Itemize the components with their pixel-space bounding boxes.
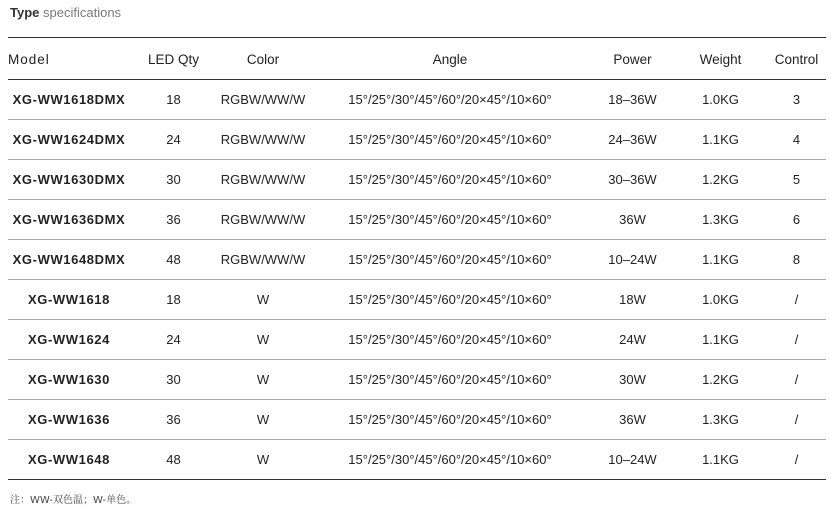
col-header-led-qty: LED Qty — [147, 51, 199, 67]
col-header-color: Color — [246, 51, 280, 67]
cell-color: RGBW/WW/W — [220, 172, 306, 187]
cell-led-qty: 30 — [166, 172, 181, 187]
cell-weight: 1.2KG — [702, 372, 739, 387]
cell-color: W — [256, 292, 270, 307]
cell-angle: 15°/25°/30°/45°/60°/20×45°/10×60° — [348, 452, 552, 467]
table-row — [8, 280, 826, 320]
cell-weight: 1.1KG — [702, 452, 739, 467]
cell-control: / — [794, 332, 799, 347]
cell-led-qty: 24 — [166, 332, 181, 347]
cell-model: XG-WW1648DMX — [12, 252, 126, 267]
cell-color: RGBW/WW/W — [220, 212, 306, 227]
cell-model: XG-WW1630 — [28, 372, 110, 387]
cell-led-qty: 30 — [166, 372, 181, 387]
cell-weight: 1.0KG — [702, 92, 739, 107]
table-row — [8, 80, 826, 120]
cell-color: RGBW/WW/W — [220, 252, 306, 267]
table-top-rule — [8, 37, 826, 38]
cell-model: XG-WW1624 — [28, 332, 110, 347]
cell-led-qty: 18 — [166, 92, 181, 107]
cell-model: XG-WW1624DMX — [12, 132, 126, 147]
cell-weight: 1.1KG — [702, 132, 739, 147]
cell-led-qty: 24 — [166, 132, 181, 147]
cell-control: / — [794, 412, 799, 427]
table-row — [8, 320, 826, 360]
footnote: 注：WW-双色温；W-单色。 — [10, 495, 137, 506]
cell-control: / — [794, 372, 799, 387]
cell-power: 30–36W — [608, 172, 657, 187]
col-header-weight: Weight — [699, 51, 742, 67]
cell-weight: 1.0KG — [702, 292, 739, 307]
cell-weight: 1.1KG — [702, 252, 739, 267]
cell-power: 10–24W — [608, 452, 657, 467]
cell-weight: 1.1KG — [702, 332, 739, 347]
cell-power: 30W — [619, 372, 646, 387]
cell-led-qty: 36 — [166, 412, 181, 427]
cell-power: 24–36W — [608, 132, 657, 147]
cell-power: 36W — [619, 412, 646, 427]
cell-color: W — [256, 412, 270, 427]
cell-led-qty: 48 — [166, 252, 181, 267]
cell-control: 4 — [792, 132, 801, 147]
cell-angle: 15°/25°/30°/45°/60°/20×45°/10×60° — [348, 332, 552, 347]
cell-control: 3 — [792, 92, 801, 107]
cell-power: 18–36W — [608, 92, 657, 107]
cell-angle: 15°/25°/30°/45°/60°/20×45°/10×60° — [348, 292, 552, 307]
cell-weight: 1.3KG — [702, 412, 739, 427]
col-header-model: Model — [8, 51, 50, 67]
col-header-control: Control — [774, 51, 819, 67]
cell-led-qty: 36 — [166, 212, 181, 227]
cell-power: 18W — [619, 292, 646, 307]
title-bold: Type — [10, 5, 40, 20]
cell-model: XG-WW1630DMX — [12, 172, 126, 187]
cell-model: XG-WW1648 — [28, 452, 110, 467]
cell-color: W — [256, 332, 270, 347]
cell-control: 6 — [792, 212, 801, 227]
cell-led-qty: 18 — [166, 292, 181, 307]
cell-angle: 15°/25°/30°/45°/60°/20×45°/10×60° — [348, 212, 552, 227]
col-header-angle: Angle — [432, 51, 468, 67]
table-row — [8, 120, 826, 160]
cell-control: / — [794, 292, 799, 307]
header-row — [8, 39, 826, 80]
cell-color: W — [256, 452, 270, 467]
cell-color: RGBW/WW/W — [220, 132, 306, 147]
title-rest: specifications — [43, 5, 122, 20]
cell-power: 36W — [619, 212, 646, 227]
table-row — [8, 400, 826, 440]
spec-table — [8, 39, 826, 480]
cell-control: 8 — [792, 252, 801, 267]
cell-model: XG-WW1636 — [28, 412, 110, 427]
cell-led-qty: 48 — [166, 452, 181, 467]
cell-control: / — [794, 452, 799, 467]
cell-angle: 15°/25°/30°/45°/60°/20×45°/10×60° — [348, 372, 552, 387]
cell-angle: 15°/25°/30°/45°/60°/20×45°/10×60° — [348, 412, 552, 427]
cell-power: 24W — [619, 332, 646, 347]
cell-angle: 15°/25°/30°/45°/60°/20×45°/10×60° — [348, 252, 552, 267]
table-row — [8, 160, 826, 200]
cell-model: XG-WW1618DMX — [12, 92, 126, 107]
cell-color: RGBW/WW/W — [220, 92, 306, 107]
cell-control: 5 — [792, 172, 801, 187]
col-header-power: Power — [613, 51, 652, 67]
page-title — [10, 5, 121, 20]
table-row — [8, 200, 826, 240]
cell-power: 10–24W — [608, 252, 657, 267]
cell-angle: 15°/25°/30°/45°/60°/20×45°/10×60° — [348, 172, 552, 187]
cell-model: XG-WW1618 — [28, 292, 110, 307]
cell-weight: 1.2KG — [702, 172, 739, 187]
cell-angle: 15°/25°/30°/45°/60°/20×45°/10×60° — [348, 92, 552, 107]
table-row — [8, 440, 826, 480]
cell-color: W — [256, 372, 270, 387]
table-row — [8, 240, 826, 280]
cell-weight: 1.3KG — [702, 212, 739, 227]
table-row — [8, 360, 826, 400]
cell-angle: 15°/25°/30°/45°/60°/20×45°/10×60° — [348, 132, 552, 147]
cell-model: XG-WW1636DMX — [12, 212, 126, 227]
